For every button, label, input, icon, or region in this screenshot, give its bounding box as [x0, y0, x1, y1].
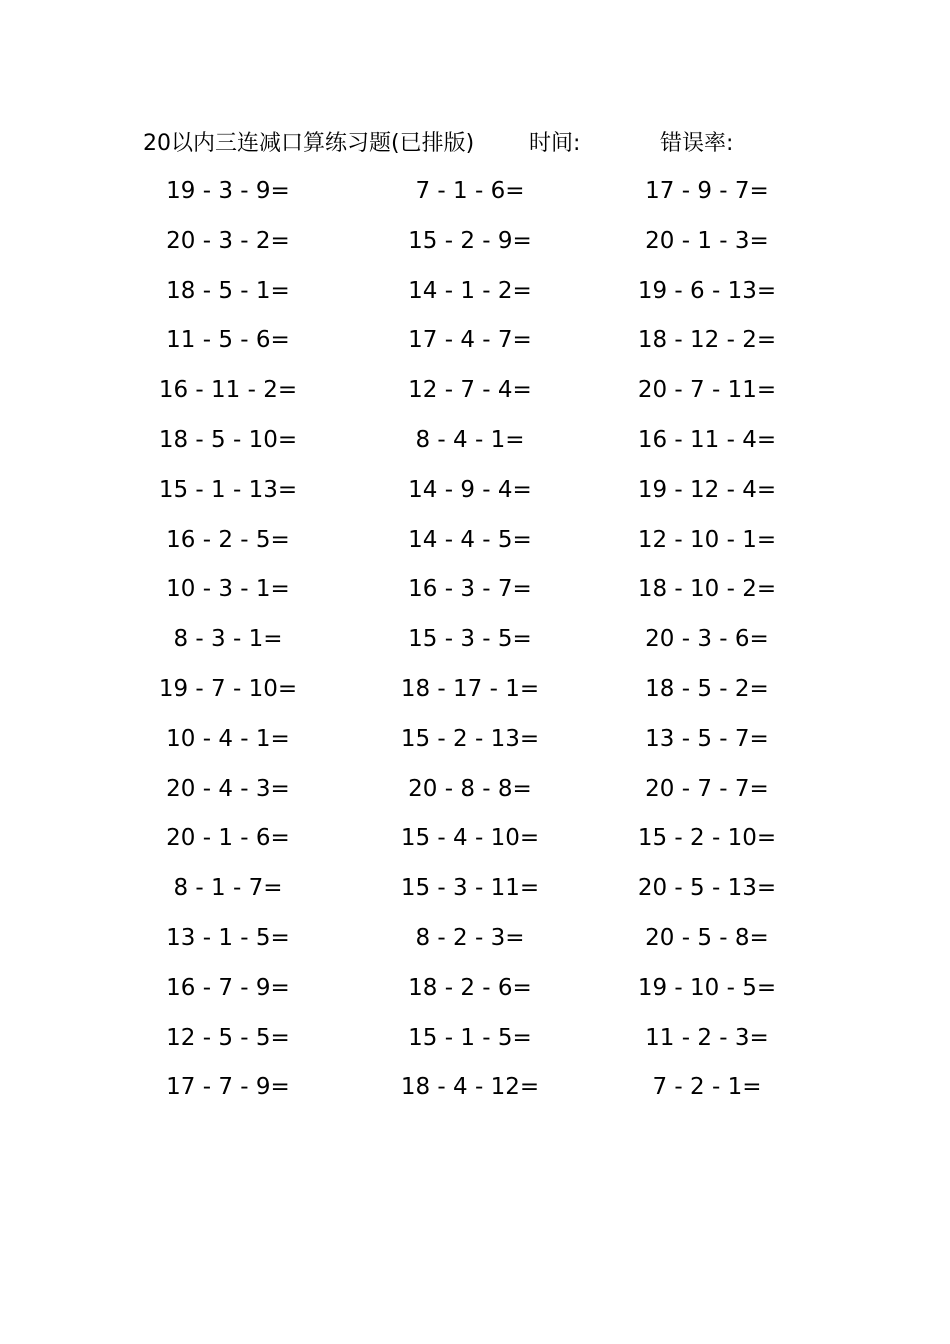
problem-item: 15 - 4 - 10=: [400, 825, 540, 852]
problem-row: [0, 275, 950, 325]
problem-row: [0, 324, 950, 374]
problem-item: 14 - 4 - 5=: [408, 526, 532, 553]
problem-item: 11 - 5 - 6=: [166, 327, 290, 354]
problem-item: 20 - 7 - 7=: [645, 775, 769, 802]
problem-grid: [0, 175, 950, 1121]
problem-row: [0, 623, 950, 673]
problem-item: 20 - 5 - 13=: [637, 875, 777, 902]
problem-row: [0, 1022, 950, 1072]
problem-item: 15 - 1 - 13=: [158, 476, 298, 503]
problem-item: 20 - 3 - 6=: [645, 626, 769, 653]
problem-item: 18 - 17 - 1=: [400, 675, 540, 702]
problem-item: 7 - 2 - 1=: [652, 1074, 762, 1101]
problem-item: 18 - 5 - 10=: [158, 426, 298, 453]
problem-item: 13 - 1 - 5=: [166, 924, 290, 951]
problem-item: 18 - 4 - 12=: [400, 1074, 540, 1101]
problem-row: [0, 225, 950, 275]
problem-item: 17 - 7 - 9=: [166, 1074, 290, 1101]
problem-item: 12 - 10 - 1=: [637, 526, 777, 553]
problem-item: 20 - 1 - 6=: [166, 825, 290, 852]
problem-item: 15 - 3 - 11=: [400, 875, 540, 902]
problem-item: 10 - 4 - 1=: [166, 725, 290, 752]
problem-item: 17 - 4 - 7=: [408, 327, 532, 354]
worksheet-header: [143, 126, 783, 158]
problem-row: [0, 374, 950, 424]
problem-item: 18 - 10 - 2=: [637, 576, 777, 603]
problem-item: 15 - 2 - 10=: [637, 825, 777, 852]
problem-item: 20 - 4 - 3=: [166, 775, 290, 802]
problem-item: 8 - 3 - 1=: [173, 626, 283, 653]
problem-row: [0, 175, 950, 225]
problem-item: 15 - 2 - 9=: [408, 227, 532, 254]
problem-item: 12 - 7 - 4=: [408, 377, 532, 404]
problem-row: [0, 872, 950, 922]
problem-item: 16 - 11 - 4=: [637, 426, 777, 453]
problem-item: 19 - 10 - 5=: [637, 974, 777, 1001]
problem-item: 18 - 12 - 2=: [637, 327, 777, 354]
problem-item: 20 - 3 - 2=: [166, 227, 290, 254]
problem-item: 8 - 2 - 3=: [415, 924, 525, 951]
problem-item: 15 - 2 - 13=: [400, 725, 540, 752]
problem-item: 15 - 1 - 5=: [408, 1024, 532, 1051]
problem-item: 16 - 2 - 5=: [166, 526, 290, 553]
problem-item: 20 - 7 - 11=: [637, 377, 777, 404]
problem-item: 14 - 9 - 4=: [408, 476, 532, 503]
problem-item: 16 - 7 - 9=: [166, 974, 290, 1001]
problem-item: 14 - 1 - 2=: [408, 277, 532, 304]
problem-item: 8 - 4 - 1=: [415, 426, 525, 453]
problem-item: 20 - 5 - 8=: [645, 924, 769, 951]
problem-item: 15 - 3 - 5=: [408, 626, 532, 653]
problem-item: 20 - 8 - 8=: [408, 775, 532, 802]
problem-row: [0, 972, 950, 1022]
worksheet-title: 20以内三连减口算练习题(已排版): [143, 131, 475, 156]
problem-item: 11 - 2 - 3=: [645, 1024, 769, 1051]
problem-row: [0, 524, 950, 574]
error-rate-label: 错误率:: [660, 131, 734, 156]
problem-row: [0, 424, 950, 474]
problem-item: 19 - 3 - 9=: [166, 178, 290, 204]
problem-item: 16 - 3 - 7=: [408, 576, 532, 603]
problem-item: 19 - 12 - 4=: [637, 476, 777, 503]
problem-item: 20 - 1 - 3=: [645, 227, 769, 254]
problem-row: [0, 822, 950, 872]
problem-item: 13 - 5 - 7=: [645, 725, 769, 752]
problem-row: [0, 922, 950, 972]
problem-item: 12 - 5 - 5=: [166, 1024, 290, 1051]
problem-item: 17 - 9 - 7=: [645, 178, 769, 204]
problem-row: [0, 573, 950, 623]
problem-item: 19 - 7 - 10=: [158, 675, 298, 702]
problem-item: 16 - 11 - 2=: [158, 377, 298, 404]
problem-item: 18 - 2 - 6=: [408, 974, 532, 1001]
problem-item: 19 - 6 - 13=: [637, 277, 777, 304]
problem-item: 8 - 1 - 7=: [173, 875, 283, 902]
problem-row: [0, 673, 950, 723]
problem-item: 7 - 1 - 6=: [415, 178, 525, 204]
problem-item: 10 - 3 - 1=: [166, 576, 290, 603]
problem-item: 18 - 5 - 1=: [166, 277, 290, 304]
problem-row: [0, 773, 950, 823]
problem-item: 18 - 5 - 2=: [645, 675, 769, 702]
problem-row: [0, 723, 950, 773]
problem-row: [0, 1071, 950, 1121]
problem-row: [0, 474, 950, 524]
time-label: 时间:: [529, 131, 581, 156]
